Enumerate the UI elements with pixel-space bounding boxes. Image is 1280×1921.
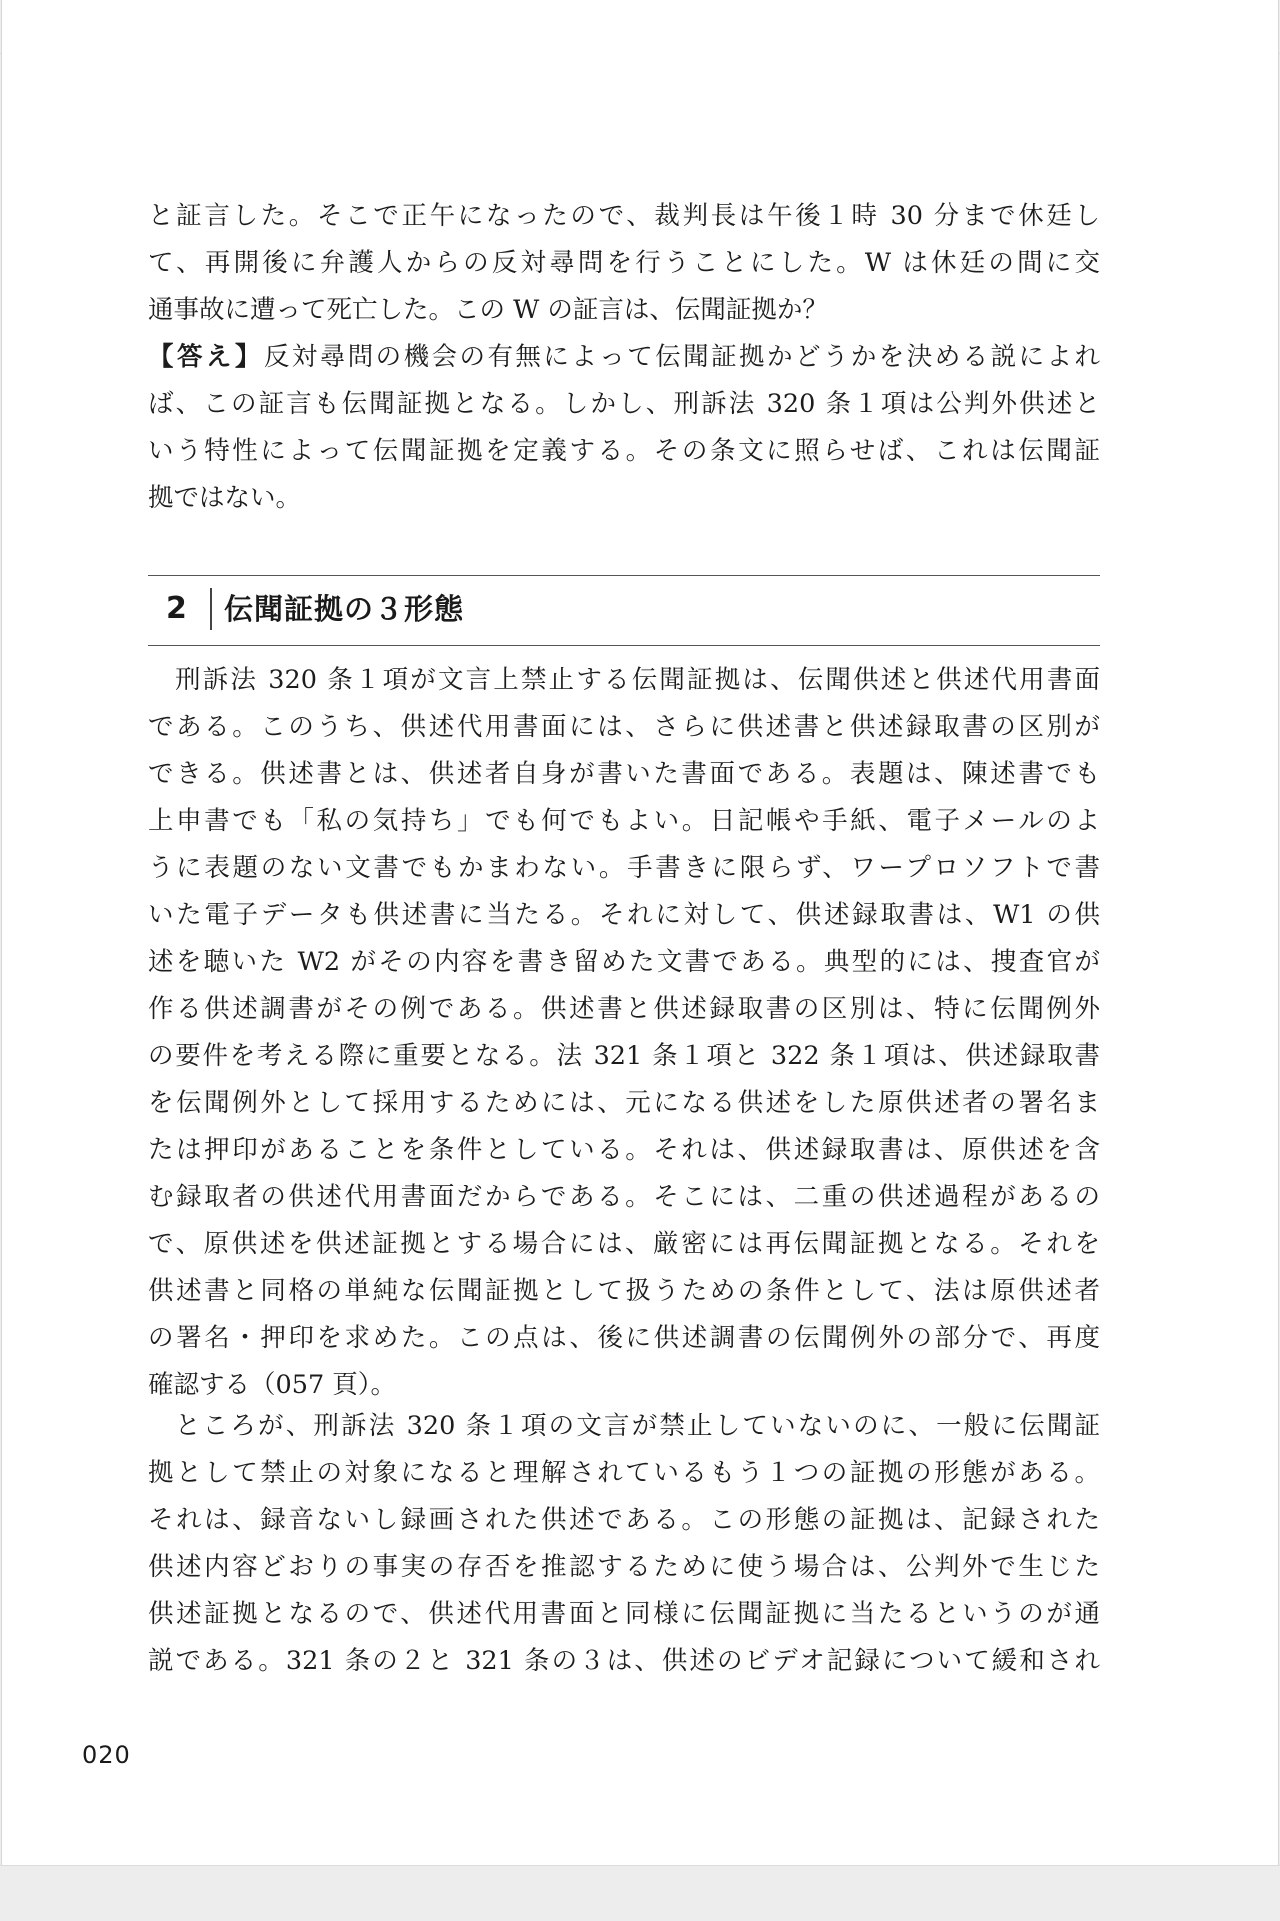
text-line: 上申書でも「私の気持ち」でも何でもよい。日記帳や手紙、電子メールのよ	[148, 806, 1100, 836]
text-line: 供述書と同格の単純な伝聞証拠として扱うための条件として、法は原供述者	[148, 1276, 1100, 1306]
page-number: 020	[82, 1741, 131, 1769]
text-line: 説である。321 条の２と 321 条の３は、供述のビデオ記録について緩和され	[148, 1646, 1100, 1676]
text-line: 供述証拠となるので、供述代用書面と同様に伝聞証拠に当たるというのが通	[148, 1599, 1100, 1629]
text-line: ば、この証言も伝聞証拠となる。しかし、刑訴法 320 条１項は公判外供述と	[148, 389, 1100, 419]
text-line: 拠として禁止の対象になると理解されているもう１つの証拠の形態がある。	[148, 1458, 1100, 1488]
text-line: たは押印があることを条件としている。それは、供述録取書は、原供述を含	[148, 1135, 1100, 1165]
text-line: 通事故に遭って死亡した。この W の証言は、伝聞証拠か？	[148, 295, 828, 325]
answer-first-line	[148, 334, 1100, 381]
text-line: 拠ではない。	[148, 483, 302, 513]
text-line: 述を聴いた W2 がその内容を書き留めた文書である。典型的には、捜査官が	[148, 947, 1100, 977]
intro-paragraph	[148, 193, 1100, 334]
text-line: て、再開後に弁護人からの反対尋問を行うことにした。W は休廷の間に交	[148, 248, 1100, 278]
section-divider	[210, 588, 212, 630]
text-line: の署名・押印を求めた。この点は、後に供述調書の伝聞例外の部分で、再度	[148, 1323, 1100, 1353]
text-line: と証言した。そこで正午になったので、裁判長は午後１時 30 分まで休廷し	[148, 201, 1100, 231]
body-paragraph-2	[148, 1403, 1100, 1685]
answer-label: 【答え】	[148, 342, 264, 372]
text-line: それは、録音ないし録画された供述である。この形態の証拠は、記録された	[148, 1505, 1100, 1535]
text-line: いた電子データも供述書に当たる。それに対して、供述録取書は、W1 の供	[148, 900, 1100, 930]
answer-text: 反対尋問の機会の有無によって伝聞証拠かどうかを決める説によれ	[263, 342, 1100, 372]
section-bottom-rule	[148, 645, 1100, 646]
answer-paragraph	[148, 334, 1100, 522]
body-paragraph-1	[148, 657, 1100, 1409]
viewer-bottom-bar	[0, 1865, 1280, 1921]
text-line: の要件を考える際に重要となる。法 321 条１項と 322 条１項は、供述録取書	[148, 1041, 1100, 1071]
text-line: である。このうち、供述代用書面には、さらに供述書と供述録取書の区別が	[148, 712, 1100, 742]
text-line: ところが、刑訴法 320 条１項の文言が禁止していないのに、一般に伝聞証	[175, 1411, 1100, 1441]
text-line: む録取者の供述代用書面だからである。そこには、二重の供述過程があるの	[148, 1182, 1100, 1212]
text-line: できる。供述書とは、供述者自身が書いた書面である。表題は、陳述書でも	[148, 759, 1100, 789]
text-line: で、原供述を供述証拠とする場合には、厳密には再伝聞証拠となる。それを	[148, 1229, 1100, 1259]
section-title: 伝聞証拠の３形態	[224, 592, 465, 626]
text-line: 刑訴法 320 条１項が文言上禁止する伝聞証拠は、伝聞供述と供述代用書面	[175, 665, 1100, 695]
text-line: 供述内容どおりの事実の存否を推認するために使う場合は、公判外で生じた	[148, 1552, 1100, 1582]
text-line: いう特性によって伝聞証拠を定義する。その条文に照らせば、これは伝聞証	[148, 436, 1100, 466]
text-line: 作る供述調書がその例である。供述書と供述録取書の区別は、特に伝聞例外	[148, 994, 1100, 1024]
section-heading	[148, 582, 1100, 638]
text-line: を伝聞例外として採用するためには、元になる供述をした原供述者の署名ま	[148, 1088, 1100, 1118]
text-line: 確認する（057 頁）。	[148, 1370, 397, 1400]
section-top-rule	[148, 575, 1100, 576]
section-number: 2	[166, 591, 187, 626]
text-line: うに表題のない文書でもかまわない。手書きに限らず、ワープロソフトで書	[148, 853, 1100, 883]
